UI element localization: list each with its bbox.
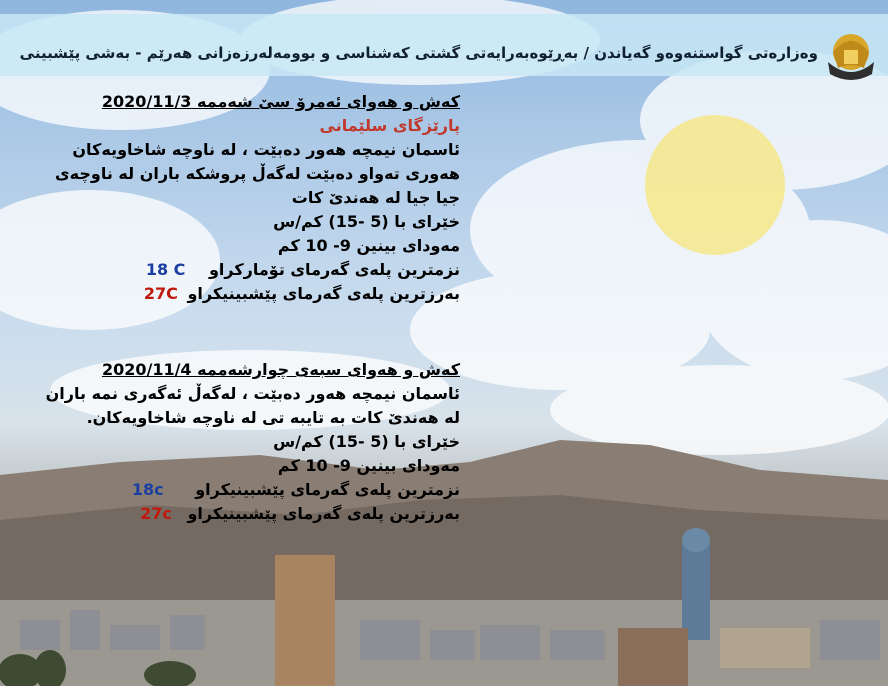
- kurdistan-emblem-icon: [820, 22, 882, 88]
- tomorrow-max-temp-row: [40, 502, 460, 526]
- forecast-today: [40, 90, 460, 306]
- header-title: وەزارەتی گواستنەوەو گەیاندن / بەڕێوەبەرایەتی گشتی کەشناسی و بوومەلەرزەزانی هەرێم - بەشی پێشبینی: [19, 44, 818, 62]
- today-location: پارێزگای سلێمانی: [319, 116, 460, 135]
- today-max-value: 27C: [143, 284, 178, 303]
- tomorrow-wind: خێرای با (5 -15) کم/س: [273, 432, 460, 451]
- sun: [645, 115, 785, 255]
- tomorrow-max-value: 27c: [140, 504, 172, 523]
- tomorrow-min-value: 18c: [131, 480, 164, 499]
- today-min-value: 18 C: [145, 260, 186, 279]
- today-min-label: نزمترین پلەی گەرمای تۆمارکراو: [208, 260, 460, 279]
- tomorrow-title: کەش و هەوای سبەی چوارشەممە 2020/11/4: [101, 360, 460, 379]
- today-max-temp-row: [40, 282, 460, 306]
- forecast-tomorrow: [40, 358, 460, 526]
- tomorrow-desc-line-1: ئاسمان نیمچە هەور دەبێت ، لەگەڵ ئەگەری نمە باران: [45, 384, 460, 403]
- today-visibility: مەودای بینین 9- 10 کم: [277, 236, 460, 255]
- tomorrow-min-label: نزمترین پلەی گەرمای پێشبینیکراو: [195, 480, 460, 499]
- today-min-temp-row: [40, 258, 460, 282]
- today-title: کەش و هەوای ئەمرۆ سێ شەممە 2020/11/3: [101, 92, 460, 111]
- today-desc-line-3: جیا جیا لە هەندێ کات: [291, 188, 460, 207]
- tomorrow-visibility: مەودای بینین 9- 10 کم: [277, 456, 460, 475]
- tomorrow-max-label: بەرزترین پلەی گەرمای پێشبینیکراو: [187, 504, 460, 523]
- today-wind: خێرای با (5 -15) کم/س: [273, 212, 460, 231]
- header-banner: [0, 14, 888, 76]
- tomorrow-desc-line-2: لە هەندێ کات بە تایبە تی لە ناوچە شاخاویەکان.: [86, 408, 460, 427]
- tomorrow-min-temp-row: [40, 478, 460, 502]
- tower-building: [275, 555, 335, 686]
- today-max-label: بەرزترین پلەی گەرمای پێشبینیکراو: [187, 284, 460, 303]
- today-desc-line-2: هەوری تەواو دەبێت لەگەڵ پروشکە باران لە ناوچەی: [54, 164, 460, 183]
- today-desc-line-1: ئاسمان نیمچە هەور دەبێت ، لە ناوچە شاخاویەکان: [72, 140, 460, 159]
- glass-tower: [682, 540, 710, 640]
